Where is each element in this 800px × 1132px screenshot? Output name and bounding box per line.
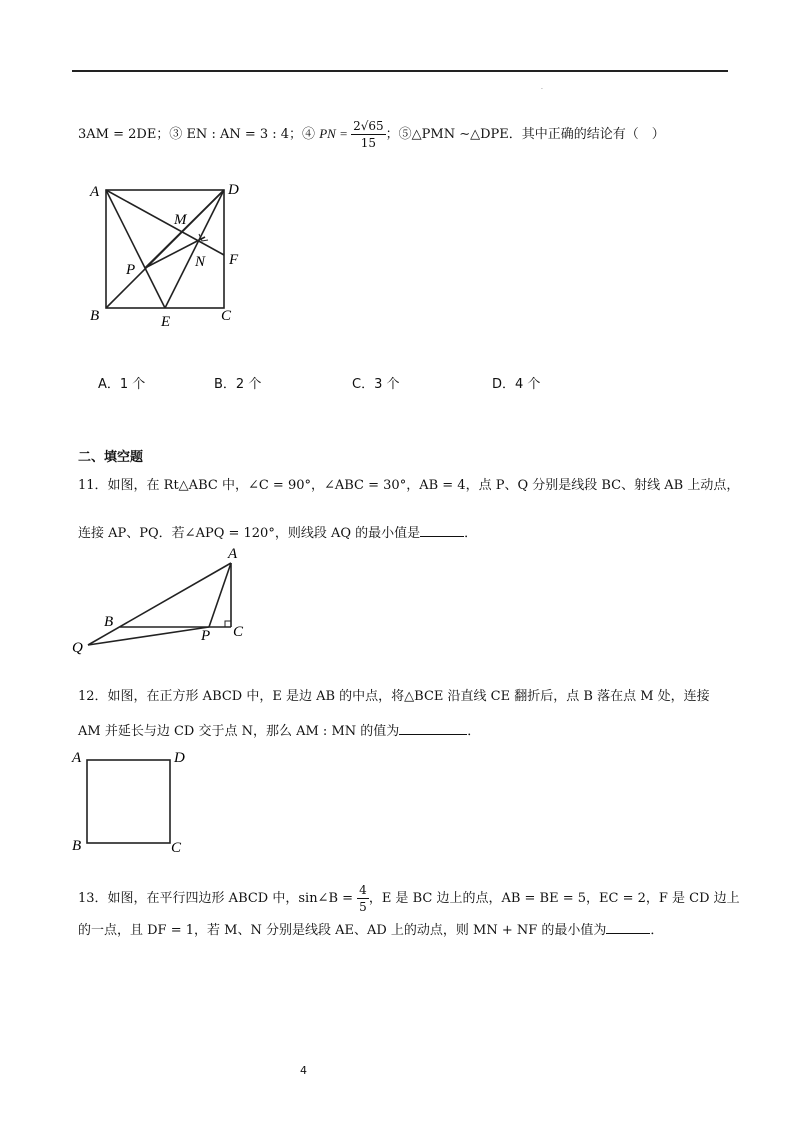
header-mark: . — [541, 84, 543, 91]
square-abcd — [87, 760, 170, 843]
label-b: B — [72, 838, 82, 854]
q12-line2-text: AM 并延长与边 CD 交于点 N，那么 AM : MN 的值为 — [78, 724, 400, 739]
label-f: F — [229, 252, 239, 268]
label-c: C — [171, 840, 182, 856]
label-p: P — [201, 628, 211, 644]
q12-line2-end: ． — [467, 724, 481, 739]
q10-part-a: 3AM = 2DE；③ EN : AN = 3 : 4；④ — [78, 127, 320, 142]
q12-line1: 12．如图，在正方形 ABCD 中，E 是边 AB 的中点，将△BCE 沿直线 CE 翻折后，点 B 落在点 M 处，连接 — [78, 689, 710, 704]
label-a: A — [72, 750, 82, 766]
option-d[interactable]: D．4 个 — [492, 377, 541, 392]
q13-line1-rest: ，E 是 BC 边上的点，AB = BE = 5，EC = 2，F 是 CD 边上 — [368, 891, 740, 906]
label-b: B — [90, 308, 100, 324]
label-c: C — [233, 624, 244, 640]
label-c: C — [221, 308, 232, 324]
label-a: A — [90, 184, 100, 200]
label-p: P — [126, 262, 136, 278]
q13-line2-end: ． — [650, 923, 664, 938]
q11-line2-text: 连接 AP、PQ．若∠APQ = 120°，则线段 AQ 的最小值是 — [78, 526, 421, 541]
label-b: B — [104, 614, 114, 630]
q13-sin-denominator: 5 — [359, 900, 367, 914]
q11-line1: 11．如图，在 Rt△ABC 中，∠C = 90°，∠ABC = 30°，AB = 4，点 P、Q 分别是线段 BC、射线 AB 上动点， — [78, 478, 740, 493]
q13-line2 — [78, 921, 663, 939]
q10-pn-numerator: 2√65 — [353, 119, 384, 133]
label-n: N — [195, 254, 206, 270]
label-d: D — [174, 750, 185, 766]
label-d: D — [228, 182, 239, 198]
label-m: M — [174, 212, 187, 228]
q13-line1-text: 13．如图，在平行四边形 ABCD 中，sin∠B = — [78, 891, 358, 906]
q10-pn-label: PN = — [319, 126, 352, 141]
q13-answer-blank[interactable] — [606, 921, 650, 934]
q10-pn-denominator: 15 — [360, 136, 377, 150]
section-title: 二、填空题 — [78, 450, 144, 465]
label-a: A — [228, 546, 238, 562]
option-b[interactable]: B．2 个 — [214, 377, 262, 392]
q13-sin-fraction — [357, 882, 369, 915]
page-number: 4 — [300, 1064, 307, 1077]
q13-line2-text: 的一点，且 DF = 1，若 M、N 分别是线段 AE、AD 上的动点，则 MN + NF 的最小值为 — [78, 923, 607, 938]
q13-line1 — [78, 882, 740, 915]
q13-sin-numerator: 4 — [359, 883, 367, 897]
label-e: E — [161, 314, 171, 330]
q11-line2-end: ． — [464, 526, 478, 541]
q10-part-b: ；⑤△PMN ∼△DPE．其中正确的结论有（ ） — [385, 127, 665, 142]
option-c[interactable]: C．3 个 — [352, 377, 400, 392]
option-a[interactable]: A．1 个 — [98, 377, 146, 392]
label-q: Q — [72, 640, 83, 656]
